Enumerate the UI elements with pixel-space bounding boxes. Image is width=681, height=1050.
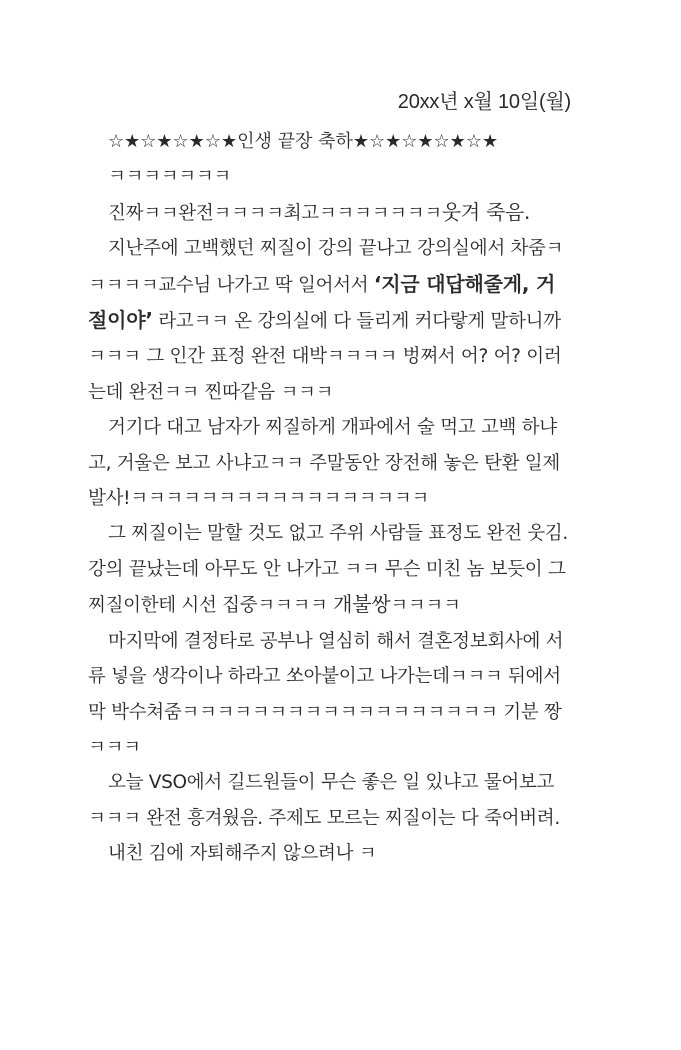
paragraph-6: 오늘 VSO에서 길드원들이 무슨 좋은 일 있냐고 물어보고ㅋㅋㅋ 완전 흥겨웠음. 주제도 모르는 찌질이는 다 죽어버려. [88,772,560,829]
p1-emphasis: 웃겨 죽음. [441,199,531,224]
paragraph-1 [88,195,571,231]
entry-date: 20xx년 x월 10일(월) [397,91,571,113]
p2-text-end: 라고ㅋㅋ 온 강의실에 다 들리게 커다랗게 말하니까ㅋㅋㅋ 그 인간 표정 완전 대박ㅋㅋㅋㅋ 벙쪄서 어? 어? 이러는데 완전ㅋㅋ 찐따같음 ㅋㅋㅋ [88,311,562,403]
paragraph-3: 거기다 대고 남자가 찌질하게 개파에서 술 먹고 고백 하냐고, 거울은 보고 사냐고ㅋㅋ 주말동안 장전해 놓은 탄환 일제 발사!ㅋㅋㅋㅋㅋㅋㅋㅋㅋㅋㅋㅋㅋㅋㅋㅋㅋ [88,417,560,510]
paragraph-5: 마지막에 결정타로 공부나 열심히 해서 결혼정보회사에 서류 넣을 생각이나 하라고 쏘아붙이고 나가는데ㅋㅋㅋ 뒤에서 막 박수쳐줌ㅋㅋㅋㅋㅋㅋㅋㅋㅋㅋㅋㅋㅋㅋㅋㅋㅋㅋ 기분 짱ㅋㅋㅋ [88,630,564,758]
paragraph-4 [88,516,571,623]
p1-text: 진짜ㅋㅋ완전ㅋㅋㅋㅋ최고ㅋㅋㅋㅋㅋㅋㅋ [108,202,442,224]
paragraph-7: 내친 김에 자퇴해주지 않으려나 ㅋ [108,843,377,865]
p2-text-start: 지난주에 고백했던 찌질이 강의 끝나고 강의실에서 차줌ㅋㅋㅋㅋㅋ교수님 나가고 딱 일어서서 [88,238,564,296]
entry-body [88,124,571,872]
title-line: ☆★☆★☆★☆★인생 끝장 축하★☆★☆★☆★☆★ [108,131,499,152]
p4-text-end: ㅋㅋㅋㅋ [390,595,461,617]
p4-text-start: 그 찌질이는 말할 것도 없고 주위 사람들 표정도 완전 웃김. 강의 끝났는데 아무도 안 나가고 ㅋㅋ 무슨 미친 놈 보듯이 그 찌질이한테 시선 집중ㅋㅋㅋㅋ [88,523,568,617]
laugh-line: ㅋㅋㅋㅋㅋㅋㅋ [108,166,231,188]
p2-quote: ‘지금 대답해줄게, 거절이야’ [88,271,556,333]
p4-emphasis: 개불쌍 [333,592,391,617]
paragraph-2 [88,231,571,410]
